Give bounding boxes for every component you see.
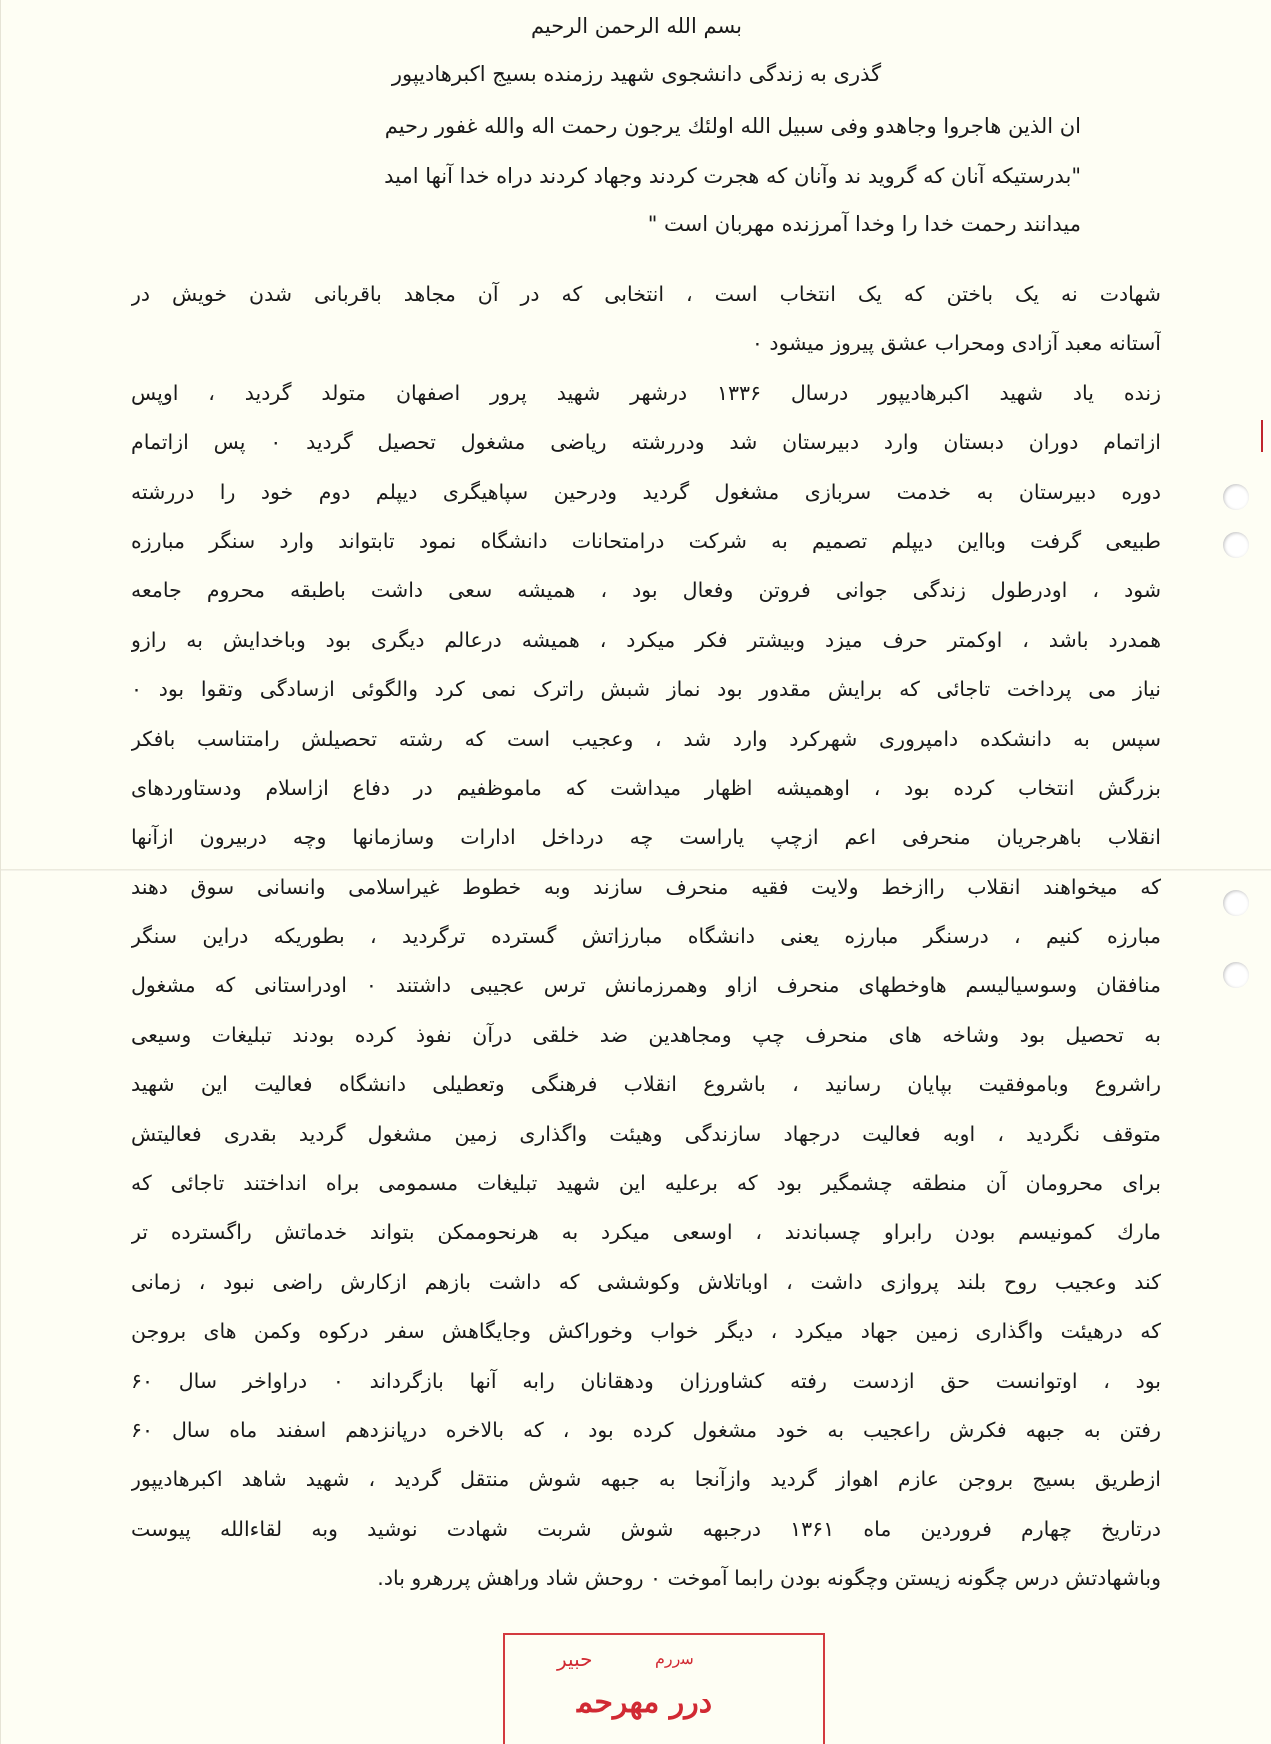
body-text-line: ازطریق بسیج بروجن عازم اهواز گردید وازآنجا به جبهه شوش منتقل گردید ، شهید شاهد اکبرهادیپور bbox=[131, 1467, 1161, 1492]
body-text-line: بزرگش انتخاب کرده بود ، اوهمیشه اظهار میداشت که ماموظفیم در دفاع ازاسلام ودستاوردهای bbox=[131, 775, 1161, 800]
body-text-line: سپس به دانشکده دامپروری شهرکرد وارد شد ، وعجیب است که رشته تحصیلش رامتناسب بافکر bbox=[131, 726, 1161, 751]
body-text-line: منافقان وسوسیالیسم هاوخطهای منحرف ازاو وهمرزمانش ترس عجیبی داشتند ۰ اودراستانی که مشغول bbox=[131, 973, 1161, 998]
body-text-line: درتاریخ چهارم فروردین ماه ۱۳۶۱ درجبهه شوش شربت شهادت نوشید وبه لقاءالله پیوست bbox=[131, 1516, 1161, 1541]
body-text-line: ازاتمام دوران دبستان وارد دبیرستان شد ودررشته ریاضی مشغول تحصیل گردید ۰ پس ازاتمام bbox=[131, 430, 1161, 455]
body-text-line: به تحصیل بود وشاخه های منحرف چپ ومجاهدین ضد خلقی درآن نفوذ کرده بودند تبلیغات وسیعی bbox=[131, 1022, 1161, 1047]
verse-translation-line: میدانند رحمت خدا را وخدا آمرزنده مهربان است " bbox=[647, 212, 1081, 236]
body-text-line: شود ، اودرطول زندگی جوانی فروتن وفعال بود ، همیشه سعی داشت باطبقه محروم جامعه bbox=[131, 578, 1161, 603]
punch-hole-icon bbox=[1223, 532, 1249, 558]
body-text-line: مبارزه کنیم ، درسنگر مبارزه یعنی دانشگاه مبارزاتش گسترده ترگردید ، بطوریکه دراین سنگر bbox=[131, 924, 1161, 949]
margin-red-mark bbox=[1261, 420, 1263, 452]
body-text-line: متوقف نگردید ، اوبه فعالیت درجهاد سازندگی وهیئت واگذاری زمین مشغول گردید بقدری فعالیتش bbox=[131, 1121, 1161, 1146]
punch-hole-icon bbox=[1223, 484, 1249, 510]
punch-hole-icon bbox=[1223, 962, 1249, 988]
bismillah-heading: بسم الله الرحمن الرحیم bbox=[530, 14, 743, 38]
body-text-line: وباشهادتش درس چگونه زیستن وچگونه بودن رابما آموخت ۰ روحش شاد وراهش پررهرو باد. bbox=[377, 1566, 1161, 1591]
verse-translation-line: "بدرستیکه آنان که گروید ند وآنان که هجرت کردند وجهاد کردند دراه خدا آنها امید bbox=[384, 164, 1081, 188]
stamp-signature-text: ﺣﺒﻴﺮ bbox=[557, 1647, 593, 1671]
stamp-signature-text: ﺩﺭﺭ ﻣﻬﺮﺣﻤ bbox=[577, 1685, 713, 1720]
body-text-line: نیاز می پرداخت تاجائی که برایش مقدور بود نماز شبش راترک نمی کرد والگوئی ازسادگی وتقوا بود ۰ bbox=[131, 677, 1161, 702]
body-text-line: آستانه معبد آزادی ومحراب عشق پیروز میشود ۰ bbox=[751, 331, 1161, 356]
body-text-line: رفتن به جبهه فکرش راعجیب به خود مشغول کرده بود ، که بالاخره درپانزدهم اسفند ماه سال ۶۰ bbox=[131, 1417, 1161, 1442]
body-text-line: برای محرومان آن منطقه چشمگیر بود که برعلیه این شهید تبلیغات مسمومی براه انداختند تاجائی که bbox=[131, 1171, 1161, 1196]
body-text-line: طبیعی گرفت وبااین دیپلم تصمیم به شرکت درامتحانات دانشگاه نمود تابتواند وارد سنگر مبارزه bbox=[131, 528, 1161, 553]
body-text-line: انقلاب باهرجریان منحرفی اعم ازچپ یاراست چه درداخل ادارات وسازمانها وچه دربیرون ازآنها bbox=[131, 825, 1161, 850]
body-text-line: راشروع وباموفقیت بپایان رسانید ، باشروع انقلاب فرهنگی وتعطیلی دانشگاه فعالیت این شهید bbox=[131, 1072, 1161, 1097]
body-text-line: مارك کمونیسم بودن رابراو چسباندند ، اوسعی میکرد به هرنحوممکن بتواند خدماتش راگسترده تر bbox=[131, 1220, 1161, 1245]
body-text-line: همدرد باشد ، اوکمتر حرف میزد وبیشتر فکر میکرد ، همیشه درعالم دیگری بود وباخدایش به رازو bbox=[131, 627, 1161, 652]
stamp-signature-text: ﺳﺭﺭﻡ bbox=[655, 1649, 694, 1668]
body-text-line: که درهیئت واگذاری زمین جهاد میکرد ، دیگر خواب وخوراکش وجایگاهش سفر درکوه وکمن های بروجن bbox=[131, 1319, 1161, 1344]
body-text-line: دوره دبیرستان به خدمت سربازی مشغول گردید ودرحین سپاهیگری دیپلم دوم خود را دررشته bbox=[131, 479, 1161, 504]
punch-hole-icon bbox=[1223, 890, 1249, 916]
signature-stamp bbox=[503, 1633, 825, 1744]
biography-text bbox=[131, 270, 1161, 1604]
body-text-line: کند وعجیب روح بلند پروازی داشت ، اوباتلاش وکوششی که داشت بازهم ازکارش راضی نبود ، زمانی bbox=[131, 1269, 1161, 1294]
document-title: گذری به زندگی دانشجوی شهید رزمنده بسیج اکبرهادیپور bbox=[391, 62, 882, 86]
body-text-line: که میخواهند انقلاب راازخط ولایت فقیه منحرف سازند وبه خطوط غیراسلامی وانسانی سوق دهند bbox=[131, 874, 1161, 899]
quran-verse-line: ان الذین هاجروا وجاهدو وفی سبیل الله اولئك یرجون رحمت اله والله غفور رحیم bbox=[384, 114, 1081, 138]
body-text-line: زنده یاد شهید اکبرهادیپور درسال ۱۳۳۶ درشهر شهید پرور اصفهان متولد گردید ، اوپس bbox=[131, 380, 1161, 405]
body-text-line: بود ، اوتوانست حق ازدست رفته کشاورزان ودهقانان رابه آنها بازگرداند ۰ دراواخر سال ۶۰ bbox=[131, 1368, 1161, 1393]
body-text-line: شهادت نه یک باختن که یک انتخاب است ، انتخابی که در آن مجاهد باقربانی شدن خویش در bbox=[131, 282, 1161, 306]
